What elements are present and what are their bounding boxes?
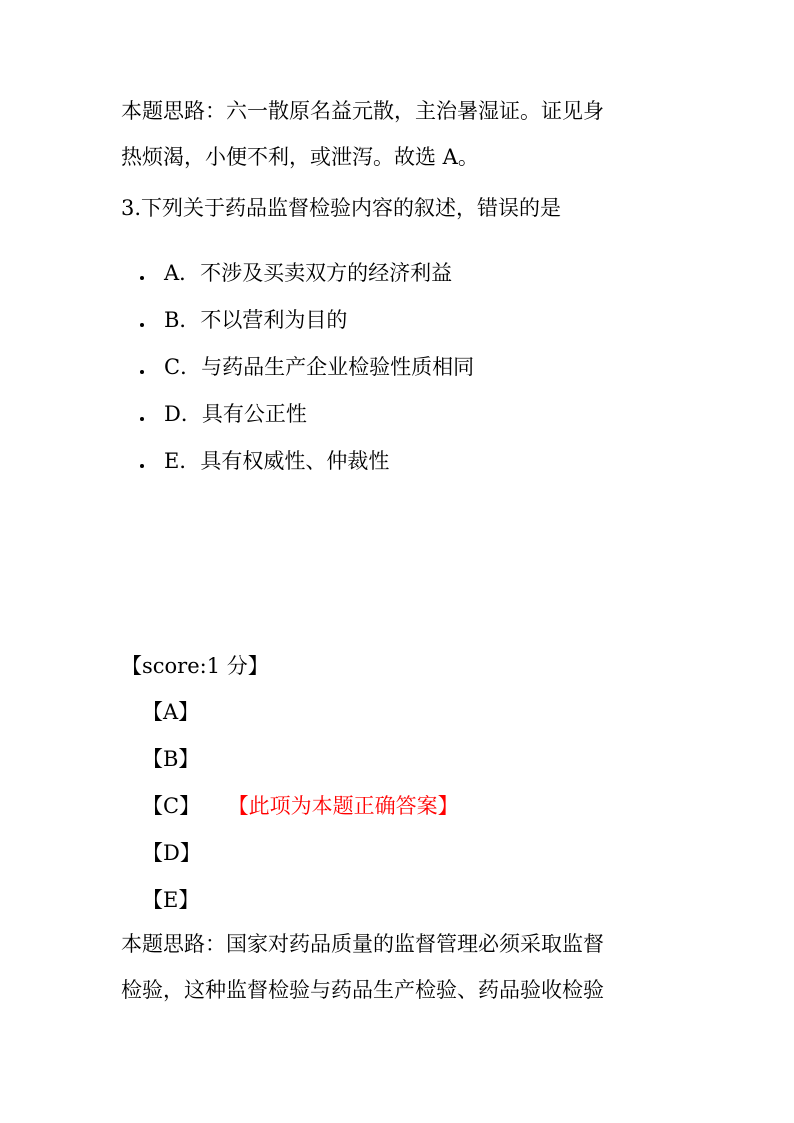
option-label: D．具有公正性	[164, 402, 307, 426]
option-item	[140, 250, 474, 297]
answer-letter: 【E】	[142, 888, 200, 912]
option-label: B．不以营利为目的	[164, 308, 348, 332]
option-list	[140, 250, 474, 485]
answer-letter: 【C】	[142, 794, 201, 818]
bullet-icon	[140, 370, 144, 374]
correct-answer-mark: 【此项为本题正确答案】	[238, 794, 459, 818]
answer-letter: 【A】	[142, 700, 200, 724]
answer-item	[142, 736, 459, 783]
bullet-icon	[140, 276, 144, 280]
explanation-bottom-line-1: 本题思路：国家对药品质量的监督管理必须采取监督	[121, 932, 604, 956]
option-label: A．不涉及买卖双方的经济利益	[164, 261, 453, 285]
answer-item	[142, 830, 459, 877]
explanation-bottom	[121, 921, 681, 1013]
bullet-icon	[140, 417, 144, 421]
bullet-icon	[140, 464, 144, 468]
explanation-top-line-1: 本题思路：六一散原名益元散，主治暑湿证。证见身	[121, 99, 604, 123]
option-item	[140, 391, 474, 438]
option-item	[140, 438, 474, 485]
option-label: C．与药品生产企业检验性质相同	[164, 355, 475, 379]
explanation-bottom-line-2: 检验，这种监督检验与药品生产检验、药品验收检验	[121, 978, 604, 1002]
answer-item	[142, 689, 459, 736]
explanation-top	[121, 88, 681, 180]
question-text: 3.下列关于药品监督检验内容的叙述，错误的是	[121, 196, 562, 220]
bullet-icon	[140, 323, 144, 327]
option-item	[140, 344, 474, 391]
answer-item	[142, 783, 459, 830]
explanation-top-line-2: 热烦渴，小便不利，或泄泻。故选 A。	[121, 145, 479, 169]
answer-list	[142, 689, 459, 924]
option-label: E．具有权威性、仲裁性	[164, 449, 390, 473]
score-label: 【score:1 分】	[121, 654, 269, 678]
answer-item	[142, 877, 459, 924]
answer-letter: 【D】	[142, 841, 201, 865]
answer-letter: 【B】	[142, 747, 200, 771]
option-item	[140, 297, 474, 344]
